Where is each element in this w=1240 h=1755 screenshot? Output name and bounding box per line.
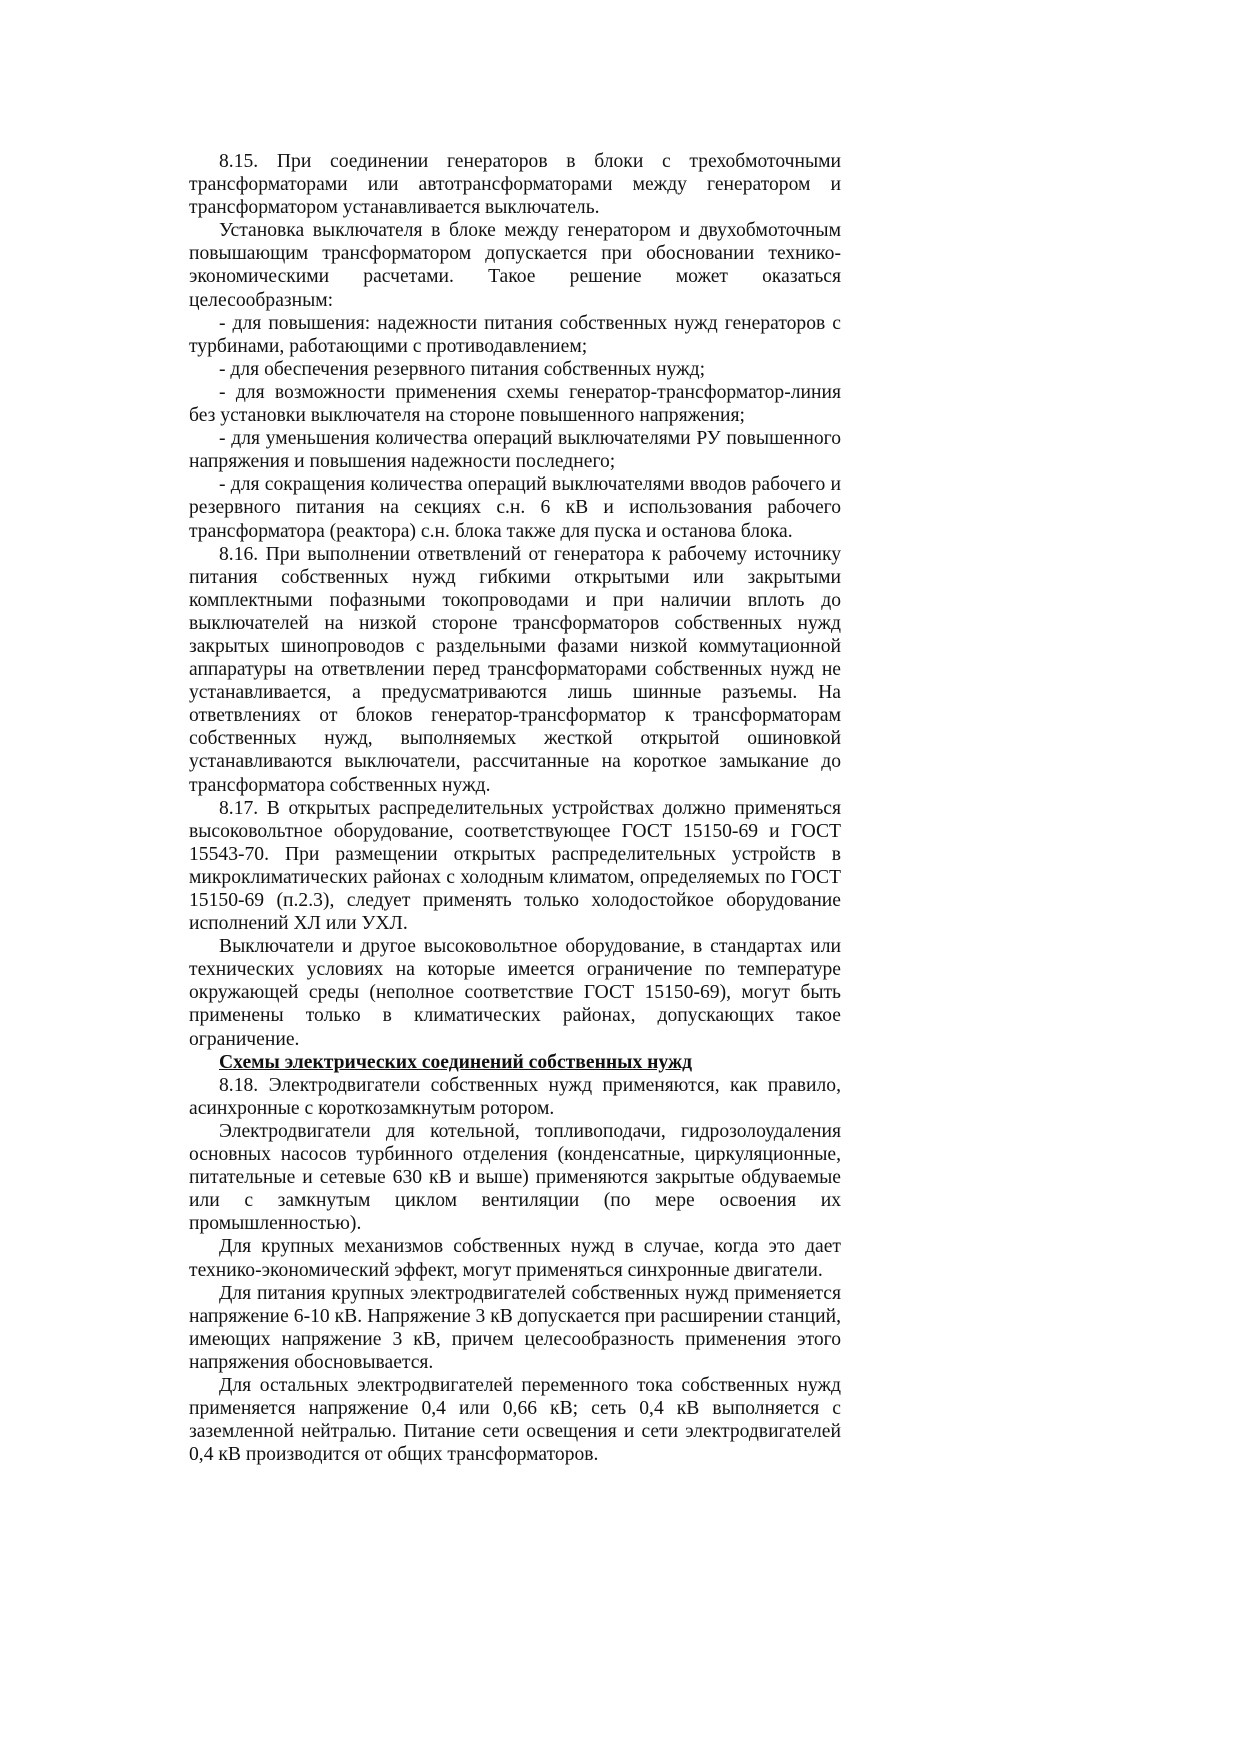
paragraph-breaker-installation: Установка выключателя в блоке между генератором и двухобмоточным повышающим трансформатором допускается при обосновании технико-экономическими расчетами. Такое решение может оказаться целесообразным: — [189, 220, 841, 311]
section-heading: Схемы электрических соединений собственных нужд — [219, 1051, 693, 1073]
list-item-operations-ru: - для уменьшения количества операций выключателями РУ повышенного напряжения и повышения надежности последнего; — [189, 428, 841, 473]
list-item-reliability: - для повышения: надежности питания собственных нужд генераторов с турбинами, работающими с противодавлением; — [189, 312, 841, 357]
paragraph-8-17: 8.17. В открытых распределительных устройствах должно применяться высоковольтное оборудование, соответствующее ГОСТ 15150-69 и ГОСТ 15543-70. При размещении открытых распределительных устройств в микроклиматических районах с холодным климатом, определяемых по ГОСТ 15150-69 (п.2.3), следует применять только холодостойкое оборудование исполнений ХЛ или УХЛ. — [189, 797, 841, 935]
paragraph-8-16: 8.16. При выполнении ответвлений от генератора к рабочему источнику питания собственных нужд гибкими открытыми или закрытыми комплектными пофазными токопроводами и при наличии вплоть до выключателей на низкой стороне трансформаторов собственных нужд закрытых шинопроводов с раздельными фазами низкой коммутационной аппаратуры на ответвлении перед трансформаторами собственных нужд не устанавливается, а предусматриваются лишь шинные разъемы. На ответвлениях от блоков генератор-трансформатор к трансформаторам собственных нужд, выполняемых жесткой открытой ошиновкой устанавливаются выключатели, рассчитанные на короткое замыкание до трансформатора собственных нужд. — [189, 543, 841, 796]
paragraph-8-15: 8.15. При соединении генераторов в блоки с трехобмоточными трансформаторами или автотрансформаторами между генератором и трансформатором устанавливается выключатель. — [189, 151, 841, 219]
paragraph-synchronous: Для крупных механизмов собственных нужд в случае, когда это дает технико-экономический эффект, могут применяться синхронные двигатели. — [189, 1236, 841, 1281]
list-item-scheme: - для возможности применения схемы генератор-трансформатор-линия без установки выключателя на стороне повышенного напряжения; — [189, 381, 841, 427]
list-item-backup-power: - для обеспечения резервного питания собственных нужд; — [219, 358, 706, 380]
paragraph-voltage-0-4: Для остальных электродвигателей переменного тока собственных нужд применяется напряжение 0,4 или 0,66 кВ; сеть 0,4 кВ выполняется с заземленной нейтралью. Питание сети освещения и сети электродвигателей 0,4 кВ производится от общих трансформаторов. — [189, 1374, 841, 1466]
document-page — [189, 150, 841, 1466]
paragraph-8-18: 8.18. Электродвигатели собственных нужд применяются, как правило, асинхронные с короткозамкнутым ротором. — [189, 1074, 841, 1119]
paragraph-breakers-limits: Выключатели и другое высоковольтное оборудование, в стандартах или технических условиях на которые имеется ограничение по температуре окружающей среды (неполное соответствие ГОСТ 15150-69), могут быть применены только в климатических районах, допускающих такое ограничение. — [189, 936, 841, 1050]
list-item-operations-inputs: - для сокращения количества операций выключателями вводов рабочего и резервного питания на секциях с.н. 6 кВ и использования рабочего трансформатора (реактора) с.н. блока также для пуска и останова блока. — [189, 474, 841, 542]
paragraph-motors-boiler: Электродвигатели для котельной, топливоподачи, гидрозолоудаления основных насосов турбинного отделения (конденсатные, циркуляционные, питательные и сетевые 630 кВ и выше) применяются закрытые обдуваемые или с замкнутым циклом вентиляции (по мере освоения их промышленностью). — [189, 1120, 841, 1235]
paragraph-voltage-6-10: Для питания крупных электродвигателей собственных нужд применяется напряжение 6-10 кВ. Напряжение 3 кВ допускается при расширении станций, имеющих напряжение 3 кВ, причем целесообразность применения этого напряжения обосновывается. — [189, 1282, 841, 1373]
